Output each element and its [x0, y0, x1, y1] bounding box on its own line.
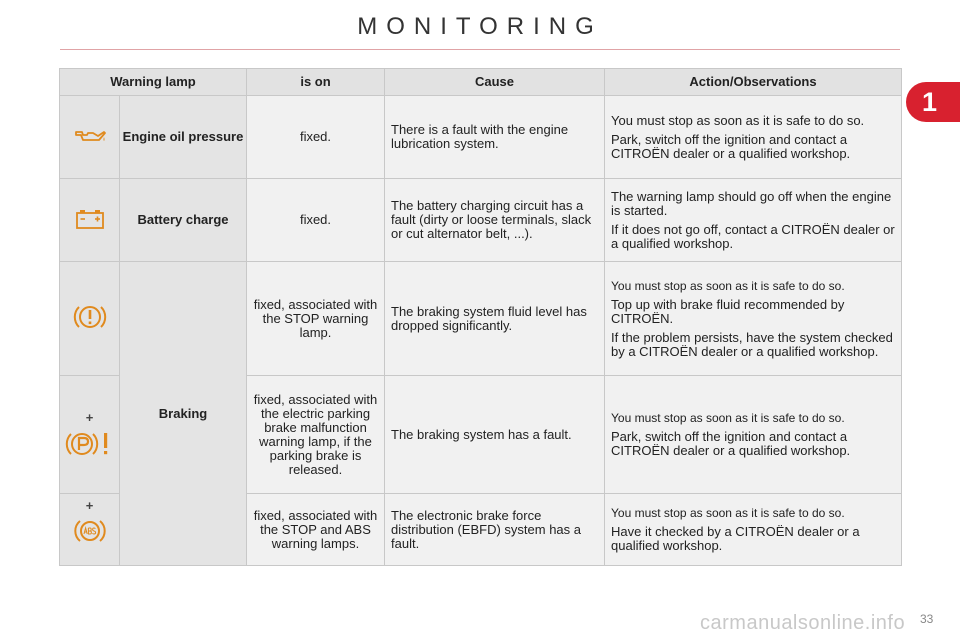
icon-cell — [60, 262, 120, 376]
action-text: You must stop as soon as it is safe to do so. — [611, 112, 865, 128]
action-text: Have it checked by a CITROËN dealer or a qualified workshop. — [611, 524, 860, 553]
is-on-cell: fixed. — [247, 96, 385, 179]
action-text: You must stop as soon as it is safe to do so. — [611, 278, 845, 293]
action-text: If the problem persists, have the system checked by a CITROËN dealer or a qualified workshop. — [611, 329, 893, 359]
is-on-cell: fixed. — [247, 179, 385, 262]
is-on-cell: fixed, associated with the STOP and ABS warning lamps. — [247, 494, 385, 566]
cause-cell: The braking system has a fault. — [385, 376, 605, 494]
action-cell — [605, 376, 902, 494]
is-on-cell: fixed, associated with the electric parking brake malfunction warning lamp, if the parking brake is released. — [247, 376, 385, 494]
icon-cell — [60, 96, 120, 179]
action-text: Park, switch off the ignition and contact a CITROËN dealer or a qualified workshop. — [611, 131, 851, 161]
cause-cell: The electronic brake force distribution (EBFD) system has a fault. — [385, 494, 605, 566]
table-row — [60, 96, 902, 179]
action-text: Top up with brake fluid recommended by CITROËN. — [611, 296, 845, 326]
action-cell — [605, 96, 902, 179]
watermark: carmanualsonline.info — [700, 612, 906, 634]
header-action: Action/Observations — [605, 69, 902, 96]
brake-warning-icon — [70, 302, 110, 332]
page-title: MONITORING — [357, 13, 603, 40]
table-header-row — [60, 69, 902, 96]
action-cell — [605, 262, 902, 376]
action-text: If it does not go off, contact a CITROËN dealer or a qualified workshop. — [611, 221, 895, 251]
lamp-name: Braking — [120, 262, 247, 566]
chapter-number: 1 — [922, 87, 938, 117]
title-divider — [60, 49, 900, 50]
action-text: You must stop as soon as it is safe to do so. — [611, 411, 845, 425]
parking-brake-fault-icon — [64, 429, 116, 459]
oil-can-icon — [73, 126, 107, 146]
lamp-name: Engine oil pressure — [120, 96, 247, 179]
plus-sign: + — [85, 410, 94, 425]
action-cell — [605, 179, 902, 262]
action-text: You must stop as soon as it is safe to do so. — [611, 506, 845, 520]
cause-cell: There is a fault with the engine lubrication system. — [385, 96, 605, 179]
page-number: 33 — [920, 612, 934, 626]
header-is-on: is on — [247, 69, 385, 96]
battery-icon — [74, 208, 106, 230]
icon-cell — [60, 179, 120, 262]
cause-cell: The battery charging circuit has a fault (dirty or loose terminals, slack or cut alternator belt, ...). — [385, 179, 605, 262]
header-cause: Cause — [385, 69, 605, 96]
action-text: Park, switch off the ignition and contact a CITROËN dealer or a qualified workshop. — [611, 429, 851, 458]
cause-cell: The braking system fluid level has dropped significantly. — [385, 262, 605, 376]
plus-sign: + — [85, 498, 94, 513]
lamp-name: Battery charge — [120, 179, 247, 262]
abs-icon — [72, 517, 108, 545]
action-text: The warning lamp should go off when the engine is started. — [611, 188, 892, 218]
table-row — [60, 179, 902, 262]
chapter-tab[interactable] — [906, 82, 960, 122]
icon-cell — [60, 376, 120, 494]
icon-cell — [60, 494, 120, 566]
table-row — [60, 262, 902, 376]
warning-lamp-table — [59, 68, 902, 566]
header-warning-lamp: Warning lamp — [60, 69, 247, 96]
action-cell — [605, 494, 902, 566]
is-on-cell: fixed, associated with the STOP warning lamp. — [247, 262, 385, 376]
